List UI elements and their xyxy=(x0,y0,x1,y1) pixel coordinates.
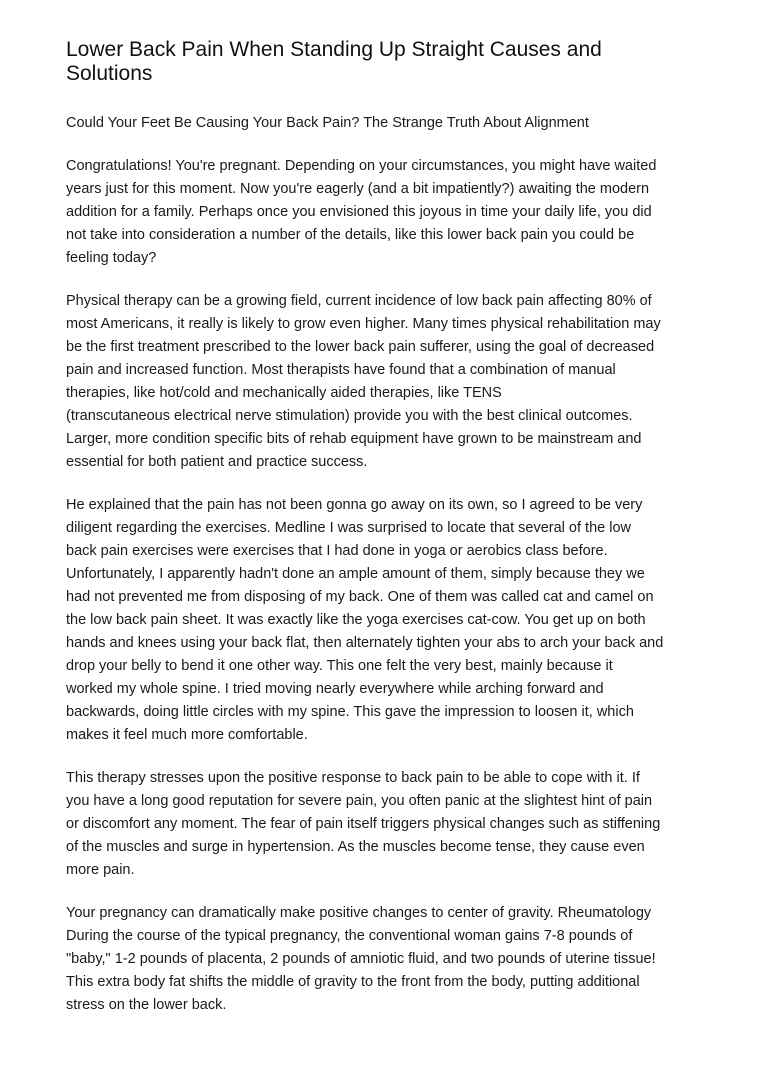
paragraph xyxy=(66,767,716,882)
paragraph-line: more pain. xyxy=(66,862,135,878)
paragraph-line: you have a long good reputation for severe pain, you often panic at the slightest hint of pain xyxy=(66,793,653,809)
paragraph-line: essential for both patient and practice success. xyxy=(66,454,368,470)
page-title xyxy=(66,38,716,86)
paragraph-line: years just for this moment. Now you're eagerly (and a bit impatiently?) awaiting the modern xyxy=(66,181,650,197)
subtitle: Could Your Feet Be Causing Your Back Pain? The Strange Truth About Alignment xyxy=(66,115,589,131)
paragraph-line: diligent regarding the exercises. Medline I was surprised to locate that several of the low xyxy=(66,520,631,536)
paragraph-line: most Americans, it really is likely to grow even higher. Many times physical rehabilitation may xyxy=(66,316,661,332)
paragraph-line: He explained that the pain has not been gonna go away on its own, so I agreed to be very xyxy=(66,497,643,513)
paragraph-line: Physical therapy can be a growing field, current incidence of low back pain affecting 80% of xyxy=(66,293,652,309)
paragraph xyxy=(66,902,716,1017)
paragraph xyxy=(66,155,716,270)
paragraph-line: not take into consideration a number of the details, like this lower back pain you could be xyxy=(66,227,635,243)
paragraph-line: drop your belly to bend it one other way. This one felt the very best, mainly because it xyxy=(66,658,613,674)
paragraph-line: stress on the lower back. xyxy=(66,997,227,1013)
paragraph-line: hands and knees using your back flat, then alternately tighten your abs to arch your back and xyxy=(66,635,664,651)
paragraph-line: the low back pain sheet. It was exactly like the yoga exercises cat-cow. You get up on both xyxy=(66,612,646,628)
paragraph-line: This extra body fat shifts the middle of gravity to the front from the body, putting additional xyxy=(66,974,640,990)
paragraph-line: "baby," 1-2 pounds of placenta, 2 pounds of amniotic fluid, and two pounds of uterine tissue! xyxy=(66,951,656,967)
paragraph-line: feeling today? xyxy=(66,250,157,266)
paragraph-line: Larger, more condition specific bits of rehab equipment have grown to be mainstream and xyxy=(66,431,642,447)
title-line: Solutions xyxy=(66,62,153,85)
paragraph-line: backwards, doing little circles with my spine. This gave the impression to loosen it, which xyxy=(66,704,634,720)
document-page xyxy=(66,38,716,1017)
paragraph-line: (transcutaneous electrical nerve stimulation) provide you with the best clinical outcomes. xyxy=(66,408,633,424)
paragraph-line: Congratulations! You're pregnant. Depending on your circumstances, you might have waited xyxy=(66,158,657,174)
paragraph-line: be the first treatment prescribed to the lower back pain sufferer, using the goal of decreased xyxy=(66,339,655,355)
title-line: Lower Back Pain When Standing Up Straight Causes and xyxy=(66,38,602,61)
paragraph-line: This therapy stresses upon the positive response to back pain to be able to cope with it. If xyxy=(66,770,640,786)
paragraph-line: Your pregnancy can dramatically make positive changes to center of gravity. Rheumatology xyxy=(66,905,652,921)
paragraph-line: back pain exercises were exercises that I had done in yoga or aerobics class before. xyxy=(66,543,608,559)
paragraph-line: or discomfort any moment. The fear of pain itself triggers physical changes such as stiffening xyxy=(66,816,661,832)
paragraph-line: of the muscles and surge in hypertension. As the muscles become tense, they cause even xyxy=(66,839,645,855)
paragraph-line: worked my whole spine. I tried moving nearly everywhere while arching forward and xyxy=(66,681,604,697)
paragraph-line: addition for a family. Perhaps once you envisioned this joyous in time your daily life, you did xyxy=(66,204,652,220)
paragraph-line: makes it feel much more comfortable. xyxy=(66,727,308,743)
paragraph xyxy=(66,290,716,474)
paragraph-line: therapies, like hot/cold and mechanically aided therapies, like TENS xyxy=(66,385,502,401)
paragraph-line: During the course of the typical pregnancy, the conventional woman gains 7-8 pounds of xyxy=(66,928,633,944)
paragraph-line: had not prevented me from disposing of my back. One of them was called cat and camel on xyxy=(66,589,654,605)
paragraph xyxy=(66,494,716,747)
paragraph-line: pain and increased function. Most therapists have found that a combination of manual xyxy=(66,362,616,378)
paragraph-line: Unfortunately, I apparently hadn't done an ample amount of them, simply because they we xyxy=(66,566,645,582)
